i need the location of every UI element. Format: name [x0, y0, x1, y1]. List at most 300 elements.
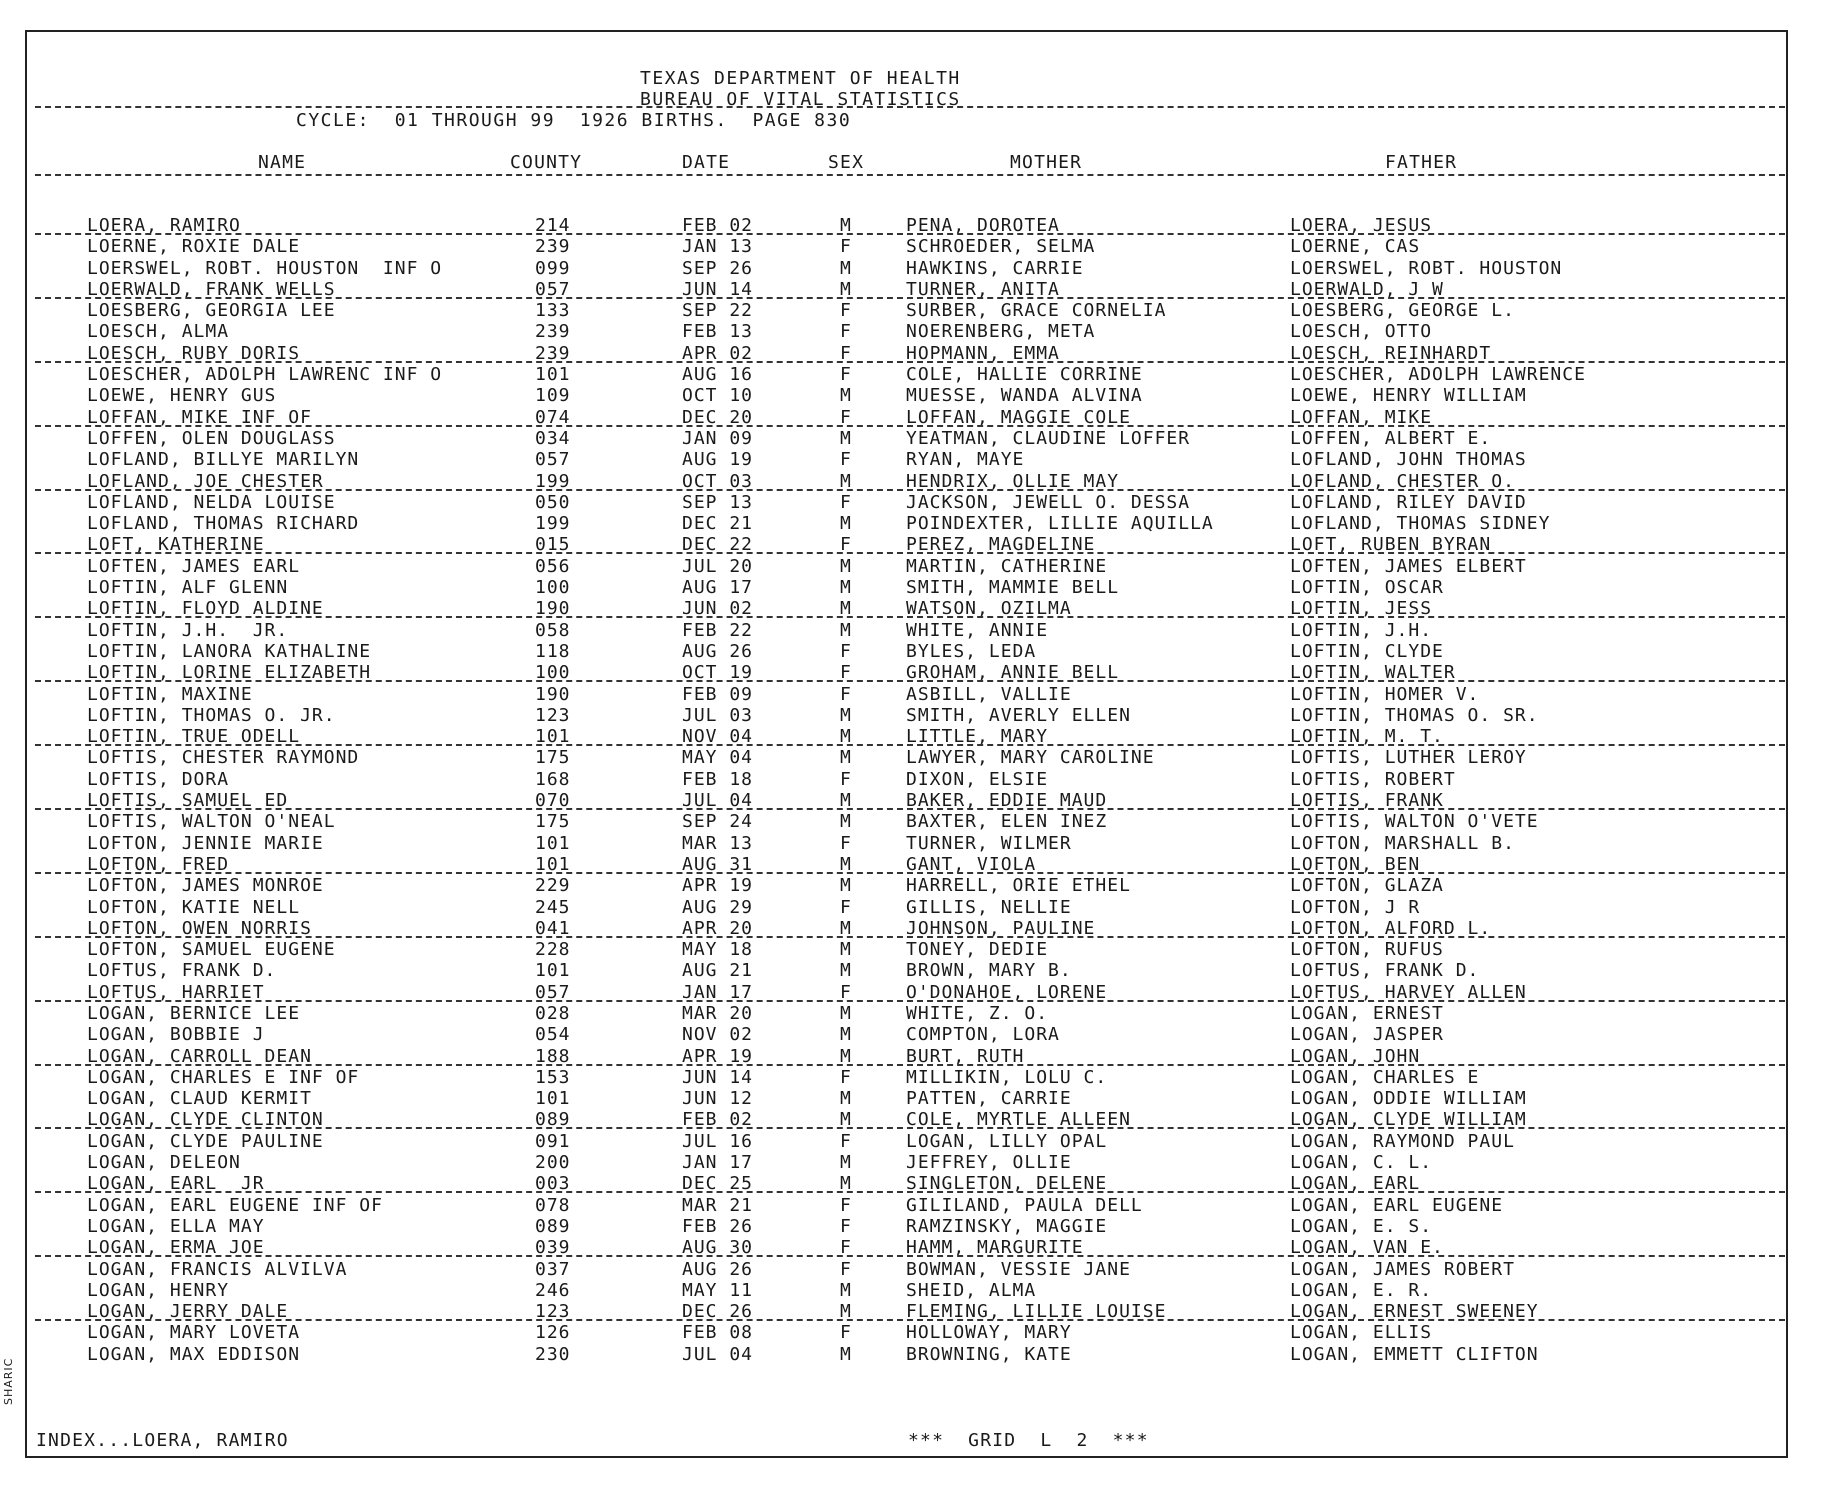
cell-date: APR 19 — [682, 875, 754, 897]
cell-county: 118 — [535, 640, 571, 662]
cell-father: LOFTIN, WALTER — [1290, 662, 1456, 684]
cell-mother: RAMZINSKY, MAGGIE — [906, 1215, 1108, 1237]
table-row — [0, 1109, 1830, 1130]
cell-name: LOFLAND, THOMAS RICHARD — [87, 513, 360, 535]
table-row — [0, 875, 1830, 896]
cell-sex: M — [840, 1109, 852, 1131]
cell-mother: TURNER, ANITA — [906, 278, 1060, 300]
table-row — [0, 918, 1830, 939]
cell-county: 245 — [535, 896, 571, 918]
cell-sex: F — [840, 1066, 852, 1088]
cell-county: 123 — [535, 704, 571, 726]
cell-county: 123 — [535, 1301, 571, 1323]
table-row — [0, 513, 1830, 534]
cell-county: 175 — [535, 747, 571, 769]
cell-county: 133 — [535, 300, 571, 322]
cell-father: LOGAN, ODDIE WILLIAM — [1290, 1088, 1527, 1110]
cell-mother: DIXON, ELSIE — [906, 768, 1049, 790]
cell-mother: SURBER, GRACE CORNELIA — [906, 300, 1167, 322]
cell-county: 100 — [535, 662, 571, 684]
cell-sex: F — [840, 832, 852, 854]
table-row — [0, 1322, 1830, 1343]
cell-father: LOGAN, VAN E. — [1290, 1237, 1444, 1259]
cell-mother: HOLLOWAY, MARY — [906, 1322, 1072, 1344]
cell-father: LOFLAND, CHESTER O. — [1290, 470, 1515, 492]
cell-mother: TURNER, WILMER — [906, 832, 1072, 854]
cell-father: LOFFAN, MIKE — [1290, 406, 1433, 428]
cell-county: 153 — [535, 1066, 571, 1088]
cell-county: 003 — [535, 1173, 571, 1195]
cell-sex: M — [840, 747, 852, 769]
table-row — [0, 364, 1830, 385]
cell-name: LOFLAND, NELDA LOUISE — [87, 491, 336, 513]
cell-father: LOESCH, REINHARDT — [1290, 342, 1492, 364]
cell-sex: F — [840, 449, 852, 471]
cell-father: LOESCHER, ADOLPH LAWRENCE — [1290, 364, 1586, 386]
cell-sex: M — [840, 427, 852, 449]
cell-mother: GANT, VIOLA — [906, 853, 1037, 875]
cell-name: LOFTON, FRED — [87, 853, 230, 875]
cell-sex: M — [840, 470, 852, 492]
cell-sex: F — [840, 1215, 852, 1237]
cell-sex: M — [840, 875, 852, 897]
cell-sex: M — [840, 853, 852, 875]
cell-name: LOFLAND, JOE CHESTER — [87, 470, 324, 492]
cell-name: LOFTIN, THOMAS O. JR. — [87, 704, 336, 726]
cell-date: OCT 19 — [682, 662, 754, 684]
cell-mother: BURT, RUTH — [906, 1045, 1025, 1067]
cell-sex: M — [840, 1002, 852, 1024]
cell-name: LOFTIN, LANORA KATHALINE — [87, 640, 372, 662]
cell-father: LOFFEN, ALBERT E. — [1290, 427, 1492, 449]
cell-county: 101 — [535, 853, 571, 875]
cell-name: LOESCH, RUBY DORIS — [87, 342, 301, 364]
cell-mother: SHEID, ALMA — [906, 1279, 1037, 1301]
cell-name: LOFFAN, MIKE INF OF — [87, 406, 312, 428]
cell-sex: F — [840, 1130, 852, 1152]
table-row — [0, 620, 1830, 641]
cell-father: LOFTUS, HARVEY ALLEN — [1290, 981, 1527, 1003]
cell-county: 057 — [535, 981, 571, 1003]
cell-sex: F — [840, 1237, 852, 1259]
cell-mother: GILLIS, NELLIE — [906, 896, 1072, 918]
cell-father: LOGAN, ELLIS — [1290, 1322, 1433, 1344]
cell-mother: LOGAN, LILLY OPAL — [906, 1130, 1108, 1152]
cell-father: LOFTIN, OSCAR — [1290, 577, 1444, 599]
cell-sex: M — [840, 704, 852, 726]
cell-name: LOERNE, ROXIE DALE — [87, 236, 301, 258]
cell-date: SEP 22 — [682, 300, 754, 322]
table-row — [0, 1259, 1830, 1280]
index-label: INDEX...LOERA, RAMIRO — [36, 1430, 289, 1451]
col-header-mother: MOTHER — [1010, 152, 1083, 173]
cell-date: NOV 04 — [682, 726, 754, 748]
cell-county: 037 — [535, 1258, 571, 1280]
cell-sex: F — [840, 491, 852, 513]
table-row — [0, 215, 1830, 236]
cell-county: 100 — [535, 577, 571, 599]
cell-county: 190 — [535, 598, 571, 620]
cell-date: AUG 16 — [682, 364, 754, 386]
grid-label: *** GRID L 2 *** — [908, 1430, 1149, 1451]
cell-name: LOFTON, JENNIE MARIE — [87, 832, 324, 854]
col-header-father: FATHER — [1385, 152, 1458, 173]
cell-county: 175 — [535, 811, 571, 833]
cell-county: 200 — [535, 1152, 571, 1174]
cell-father: LOGAN, CHARLES E — [1290, 1066, 1480, 1088]
table-row — [0, 1173, 1830, 1194]
cell-father: LOFTIS, WALTON O'VETE — [1290, 811, 1539, 833]
cell-sex: F — [840, 683, 852, 705]
cell-father: LOFLAND, RILEY DAVID — [1290, 491, 1527, 513]
table-row — [0, 726, 1830, 747]
cell-sex: F — [840, 534, 852, 556]
cell-mother: COMPTON, LORA — [906, 1024, 1060, 1046]
cell-mother: HARRELL, ORIE ETHEL — [906, 875, 1131, 897]
cell-date: AUG 26 — [682, 640, 754, 662]
cell-county: 230 — [535, 1343, 571, 1365]
cell-mother: GILILAND, PAULA DELL — [906, 1194, 1143, 1216]
bureau-title: BUREAU OF VITAL STATISTICS — [640, 89, 961, 110]
cell-date: FEB 02 — [682, 1109, 754, 1131]
cell-sex: F — [840, 768, 852, 790]
side-label: SHARIC — [2, 1357, 15, 1405]
cell-name: LOGAN, ELLA MAY — [87, 1215, 265, 1237]
cell-name: LOGAN, BOBBIE J — [87, 1024, 265, 1046]
cell-father: LOFTON, J R — [1290, 896, 1421, 918]
cell-father: LOFTIS, ROBERT — [1290, 768, 1456, 790]
cell-county: 057 — [535, 278, 571, 300]
cell-date: MAR 21 — [682, 1194, 754, 1216]
col-header-county: COUNTY — [510, 152, 583, 173]
cell-name: LOFTEN, JAMES EARL — [87, 555, 301, 577]
cell-sex: M — [840, 726, 852, 748]
cell-name: LOFTON, OWEN NORRIS — [87, 917, 312, 939]
cell-father: LOFT, RUBEN BYRAN — [1290, 534, 1492, 556]
cell-father: LOFTUS, FRANK D. — [1290, 960, 1480, 982]
cell-name: LOGAN, CLYDE CLINTON — [87, 1109, 324, 1131]
table-row — [0, 1088, 1830, 1109]
cell-county: 028 — [535, 1002, 571, 1024]
cell-name: LOGAN, HENRY — [87, 1279, 230, 1301]
cell-sex: M — [840, 1301, 852, 1323]
cell-name: LOGAN, DELEON — [87, 1152, 241, 1174]
cell-name: LOFTUS, FRANK D. — [87, 960, 277, 982]
table-row — [0, 321, 1830, 342]
cell-date: JUL 20 — [682, 555, 754, 577]
cell-sex: F — [840, 1194, 852, 1216]
cell-name: LOGAN, BERNICE LEE — [87, 1002, 301, 1024]
table-row — [0, 471, 1830, 492]
cell-father: LOESBERG, GEORGE L. — [1290, 300, 1515, 322]
cell-father: LOFTIN, J.H. — [1290, 619, 1433, 641]
cell-sex: F — [840, 1258, 852, 1280]
cell-mother: JOHNSON, PAULINE — [906, 917, 1096, 939]
col-header-date: DATE — [682, 152, 731, 173]
cell-sex: M — [840, 278, 852, 300]
table-row — [0, 960, 1830, 981]
cell-mother: WATSON, OZILMA — [906, 598, 1072, 620]
cell-county: 239 — [535, 236, 571, 258]
table-row — [0, 811, 1830, 832]
cell-sex: F — [840, 342, 852, 364]
cell-mother: BAKER, EDDIE MAUD — [906, 790, 1108, 812]
cell-county: 229 — [535, 875, 571, 897]
cell-county: 050 — [535, 491, 571, 513]
cell-mother: BROWNING, KATE — [906, 1343, 1072, 1365]
cell-county: 101 — [535, 960, 571, 982]
divider — [35, 106, 1785, 108]
table-row — [0, 790, 1830, 811]
cell-date: JUN 02 — [682, 598, 754, 620]
cell-name: LOGAN, MAX EDDISON — [87, 1343, 301, 1365]
cell-name: LOFTIN, LORINE ELIZABETH — [87, 662, 372, 684]
col-header-name: NAME — [258, 152, 307, 173]
table-row — [0, 1237, 1830, 1258]
cell-county: 089 — [535, 1215, 571, 1237]
cell-father: LOFTIN, CLYDE — [1290, 640, 1444, 662]
cell-mother: JEFFREY, OLLIE — [906, 1152, 1072, 1174]
cell-mother: O'DONAHOE, LORENE — [906, 981, 1108, 1003]
cell-mother: COLE, MYRTLE ALLEEN — [906, 1109, 1131, 1131]
cell-father: LOGAN, JOHN — [1290, 1045, 1421, 1067]
cell-county: 199 — [535, 513, 571, 535]
cell-mother: FLEMING, LILLIE LOUISE — [906, 1301, 1167, 1323]
cell-father: LOERNE, CAS — [1290, 236, 1421, 258]
cell-name: LOESCH, ALMA — [87, 321, 230, 343]
cell-name: LOFT, KATHERINE — [87, 534, 265, 556]
cell-date: JAN 13 — [682, 236, 754, 258]
cell-name: LOERA, RAMIRO — [87, 215, 241, 236]
cell-date: APR 02 — [682, 342, 754, 364]
cell-date: AUG 31 — [682, 853, 754, 875]
records-list — [0, 215, 1830, 1365]
table-row — [0, 598, 1830, 619]
cell-name: LOFTIS, WALTON O'NEAL — [87, 811, 336, 833]
cell-county: 041 — [535, 917, 571, 939]
cell-father: LOFTEN, JAMES ELBERT — [1290, 555, 1527, 577]
cell-name: LOGAN, JERRY DALE — [87, 1301, 289, 1323]
table-row — [0, 449, 1830, 470]
cell-mother: JACKSON, JEWELL O. DESSA — [906, 491, 1191, 513]
cell-mother: WHITE, Z. O. — [906, 1002, 1049, 1024]
table-row — [0, 662, 1830, 683]
cell-mother: POINDEXTER, LILLIE AQUILLA — [906, 513, 1214, 535]
table-row — [0, 1003, 1830, 1024]
cell-father: LOGAN, CLYDE WILLIAM — [1290, 1109, 1527, 1131]
cell-date: DEC 22 — [682, 534, 754, 556]
cell-father: LOERWALD, J W — [1290, 278, 1444, 300]
table-row — [0, 1280, 1830, 1301]
cell-date: SEP 24 — [682, 811, 754, 833]
cell-name: LOESBERG, GEORGIA LEE — [87, 300, 336, 322]
cell-date: JUL 03 — [682, 704, 754, 726]
cell-county: 228 — [535, 939, 571, 961]
cell-date: APR 19 — [682, 1045, 754, 1067]
cell-name: LOFTON, JAMES MONROE — [87, 875, 324, 897]
cell-date: OCT 10 — [682, 385, 754, 407]
cell-father: LOFTON, RUFUS — [1290, 939, 1444, 961]
table-row — [0, 1216, 1830, 1237]
cell-father: LOGAN, JAMES ROBERT — [1290, 1258, 1515, 1280]
cell-mother: GROHAM, ANNIE BELL — [906, 662, 1120, 684]
cell-mother: SMITH, MAMMIE BELL — [906, 577, 1120, 599]
cell-date: NOV 02 — [682, 1024, 754, 1046]
table-row — [0, 407, 1830, 428]
table-row — [0, 534, 1830, 555]
cell-sex: M — [840, 555, 852, 577]
table-row — [0, 258, 1830, 279]
cell-mother: PENA, DOROTEA — [906, 215, 1060, 236]
cell-sex: F — [840, 236, 852, 258]
cell-date: AUG 17 — [682, 577, 754, 599]
cell-father: LOERA, JESUS — [1290, 215, 1433, 236]
cell-date: FEB 18 — [682, 768, 754, 790]
cell-father: LOGAN, JASPER — [1290, 1024, 1444, 1046]
cell-mother: RYAN, MAYE — [906, 449, 1025, 471]
cell-sex: M — [840, 598, 852, 620]
cell-county: 039 — [535, 1237, 571, 1259]
cell-mother: NOERENBERG, META — [906, 321, 1096, 343]
cell-county: 101 — [535, 364, 571, 386]
cell-date: MAY 18 — [682, 939, 754, 961]
table-row — [0, 492, 1830, 513]
cell-name: LOGAN, CARROLL DEAN — [87, 1045, 312, 1067]
cell-date: AUG 30 — [682, 1237, 754, 1259]
cell-county: 058 — [535, 619, 571, 641]
cell-name: LOGAN, MARY LOVETA — [87, 1322, 301, 1344]
cell-mother: BROWN, MARY B. — [906, 960, 1072, 982]
table-row — [0, 1046, 1830, 1067]
table-row — [0, 897, 1830, 918]
cell-father: LOFTIN, M. T. — [1290, 726, 1444, 748]
cell-father: LOFLAND, JOHN THOMAS — [1290, 449, 1527, 471]
cell-sex: F — [840, 300, 852, 322]
cell-sex: M — [840, 619, 852, 641]
cell-father: LOERSWEL, ROBT. HOUSTON — [1290, 257, 1563, 279]
cell-county: 034 — [535, 427, 571, 449]
table-row — [0, 385, 1830, 406]
cell-mother: SMITH, AVERLY ELLEN — [906, 704, 1131, 726]
cell-date: AUG 29 — [682, 896, 754, 918]
cell-date: AUG 26 — [682, 1258, 754, 1280]
cell-mother: BOWMAN, VESSIE JANE — [906, 1258, 1131, 1280]
cell-date: APR 20 — [682, 917, 754, 939]
table-row — [0, 236, 1830, 257]
cell-father: LOFTIN, JESS — [1290, 598, 1433, 620]
cell-father: LOGAN, E. S. — [1290, 1215, 1433, 1237]
cell-name: LOFTIS, DORA — [87, 768, 230, 790]
cell-county: 101 — [535, 832, 571, 854]
cell-mother: SCHROEDER, SELMA — [906, 236, 1096, 258]
cell-date: FEB 09 — [682, 683, 754, 705]
cell-mother: HAMM, MARGURITE — [906, 1237, 1084, 1259]
cell-county: 091 — [535, 1130, 571, 1152]
cell-county: 099 — [535, 257, 571, 279]
cell-sex: M — [840, 1045, 852, 1067]
cell-sex: M — [840, 1279, 852, 1301]
cell-mother: PATTEN, CARRIE — [906, 1088, 1072, 1110]
cell-name: LOERSWEL, ROBT. HOUSTON INF O — [87, 257, 443, 279]
table-row — [0, 1067, 1830, 1088]
cell-date: JUL 04 — [682, 790, 754, 812]
cell-sex: F — [840, 662, 852, 684]
cell-mother: YEATMAN, CLAUDINE LOFFER — [906, 427, 1191, 449]
cell-date: MAR 20 — [682, 1002, 754, 1024]
cell-mother: HAWKINS, CARRIE — [906, 257, 1084, 279]
cell-sex: M — [840, 917, 852, 939]
table-row — [0, 556, 1830, 577]
cell-name: LOFLAND, BILLYE MARILYN — [87, 449, 360, 471]
cell-date: OCT 03 — [682, 470, 754, 492]
cell-county: 015 — [535, 534, 571, 556]
cell-name: LOFTON, SAMUEL EUGENE — [87, 939, 336, 961]
cell-mother: COLE, HALLIE CORRINE — [906, 364, 1143, 386]
cell-sex: M — [840, 257, 852, 279]
table-row — [0, 1344, 1830, 1365]
table-row — [0, 833, 1830, 854]
divider — [35, 174, 1785, 176]
table-row — [0, 428, 1830, 449]
cell-county: 057 — [535, 449, 571, 471]
cell-mother: TONEY, DEDIE — [906, 939, 1049, 961]
cell-name: LOFTIS, SAMUEL ED — [87, 790, 289, 812]
cell-county: 089 — [535, 1109, 571, 1131]
cell-name: LOFTIN, TRUE ODELL — [87, 726, 301, 748]
cell-name: LOFTIN, J.H. JR. — [87, 619, 289, 641]
cell-county: 199 — [535, 470, 571, 492]
cell-sex: M — [840, 577, 852, 599]
cell-county: 078 — [535, 1194, 571, 1216]
department-title: TEXAS DEPARTMENT OF HEALTH — [640, 68, 961, 89]
table-row — [0, 769, 1830, 790]
cell-date: DEC 20 — [682, 406, 754, 428]
cell-date: SEP 13 — [682, 491, 754, 513]
cell-date: FEB 13 — [682, 321, 754, 343]
table-row — [0, 854, 1830, 875]
cell-mother: MUESSE, WANDA ALVINA — [906, 385, 1143, 407]
cell-father: LOFTIS, FRANK — [1290, 790, 1444, 812]
cell-date: AUG 19 — [682, 449, 754, 471]
table-row — [0, 939, 1830, 960]
cell-sex: M — [840, 1173, 852, 1195]
cell-date: JAN 09 — [682, 427, 754, 449]
cell-sex: F — [840, 1322, 852, 1344]
cell-date: SEP 26 — [682, 257, 754, 279]
cell-sex: M — [840, 513, 852, 535]
table-row — [0, 705, 1830, 726]
table-row — [0, 279, 1830, 300]
cell-date: JUN 14 — [682, 1066, 754, 1088]
cell-name: LOESCHER, ADOLPH LAWRENC INF O — [87, 364, 443, 386]
cell-sex: M — [840, 1024, 852, 1046]
cell-sex: M — [840, 385, 852, 407]
table-row — [0, 1195, 1830, 1216]
cell-mother: MILLIKIN, LOLU C. — [906, 1066, 1108, 1088]
cell-name: LOFFEN, OLEN DOUGLASS — [87, 427, 336, 449]
cell-date: JUN 12 — [682, 1088, 754, 1110]
cell-name: LOFTIN, ALF GLENN — [87, 577, 289, 599]
cell-mother: LITTLE, MARY — [906, 726, 1049, 748]
cell-date: JAN 17 — [682, 981, 754, 1003]
cell-date: JUL 16 — [682, 1130, 754, 1152]
cell-name: LOGAN, FRANCIS ALVILVA — [87, 1258, 348, 1280]
cell-date: FEB 26 — [682, 1215, 754, 1237]
cell-father: LOGAN, ERNEST SWEENEY — [1290, 1301, 1539, 1323]
cell-mother: LAWYER, MARY CAROLINE — [906, 747, 1155, 769]
cycle-line: CYCLE: 01 THROUGH 99 1926 BIRTHS. PAGE 830 — [296, 110, 852, 131]
table-row — [0, 982, 1830, 1003]
